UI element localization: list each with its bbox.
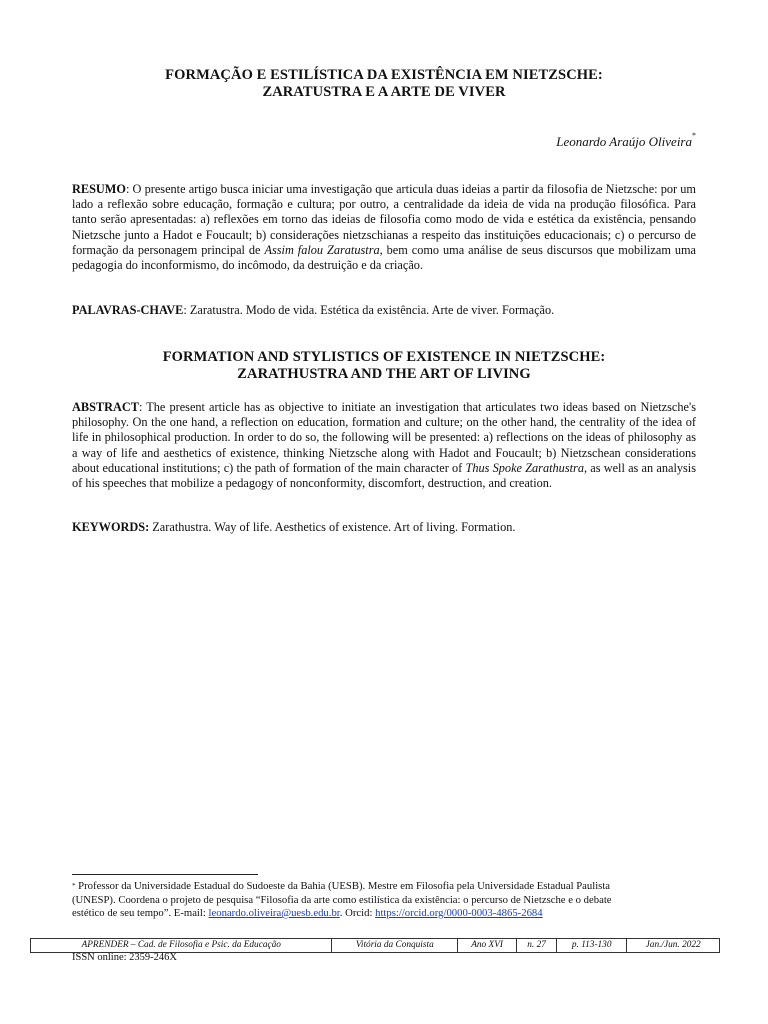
footer-date: Jan./Jun. 2022 xyxy=(627,939,720,953)
footer-number: n. 27 xyxy=(517,939,557,953)
title-pt-line2: ZARATUSTRA E A ARTE DE VIVER xyxy=(262,84,506,100)
footnote-text: Professor da Universidade Estadual do Sudoeste da Bahia (UESB). Mestre em Filosofia pela Universidade Estadual Paulista (UNESP). Coordena o projeto de pesquisa “Filosofia da arte como estilística da existência: o percurso de Nietzsche e o debate estético de seu tempo”. E-mail: xyxy=(72,880,612,919)
footnote-divider xyxy=(72,874,258,875)
abstract-book-title: Thus Spoke Zarathustra xyxy=(465,460,584,475)
footer-year: Ano XVI xyxy=(458,939,517,953)
abstract-paragraph xyxy=(72,400,696,491)
keywords-paragraph xyxy=(72,520,696,535)
abstract-text-1: : The present article has as objective to initiate an investigation that articulates two ideas based on Nietzsche's philosophy. On the one hand, a reflection on education, formation and culture; on the other hand, the centrality of the idea of life in philosophical production. In order to do so, the following will be presented: a) reflections on the ideas of philosophy as a way of life and aesthetics of existence, thinking Nietzsche along with Hadot and Foucault; b) Nietzschean considerations about educational institutions; c) the path of formation of the main character of xyxy=(72,400,696,475)
author-footnote-mark: * xyxy=(692,131,696,140)
resumo-text-2: , bem como uma análise de seus discursos que mobilizam uma pedagogia do inconformismo, do incômodo, da destruição e da criação. xyxy=(72,242,696,273)
palavras-chave-label: PALAVRAS-CHAVE xyxy=(72,303,184,317)
title-en-line1: FORMATION AND STYLISTICS OF EXISTENCE IN NIETZSCHE: xyxy=(162,349,606,365)
keywords-text: Zarathustra. Way of life. Aesthetics of existence. Art of living. Formation. xyxy=(149,520,516,534)
resumo-text-1: : O presente artigo busca iniciar uma investigação que articula duas ideias a partir da filosofia de Nietzsche: por um lado a reflexão sobre educação, formação e cultura; por outro, a centralidade da ideia de vida na produção filosófica. Para tanto serão apresentadas: a) reflexões em torno das ideias de filosofia como modo de vida e estética da existência, pensando Nietzsche junto a Hadot e Foucault; b) considerações nietzschianas a respeito das instituições educacionais; c) o percurso de formação da personagem principal de xyxy=(72,182,696,257)
abstract-text-2: , as well as an analysis of his speeches that mobilize a pedagogy of nonconformity, discomfort, destruction, and creation. xyxy=(72,460,696,491)
palavras-chave-text: : Zaratustra. Modo de vida. Estética da existência. Arte de viver. Formação. xyxy=(183,303,555,317)
footnote-orcid-label: . Orcid: xyxy=(339,907,376,919)
footer-pages: p. 113-130 xyxy=(557,939,627,953)
resumo-label: RESUMO xyxy=(72,182,126,196)
footnote-mark: * xyxy=(72,882,76,890)
keywords-label: KEYWORDS: xyxy=(72,520,150,534)
title-en-line2: ZARATHUSTRA AND THE ART OF LIVING xyxy=(237,366,531,382)
footnote-email-link[interactable]: leonardo.oliveira@uesb.edu.br xyxy=(208,907,340,919)
abstract-label: ABSTRACT xyxy=(72,400,139,414)
author-text: Leonardo Araújo Oliveira xyxy=(556,134,692,149)
title-pt-line1: FORMAÇÃO E ESTILÍSTICA DA EXISTÊNCIA EM NIETZSCHE: xyxy=(165,67,603,83)
footnote-orcid-link[interactable]: https://orcid.org/0000-0003-4865-2684 xyxy=(375,907,543,919)
title-portuguese xyxy=(72,67,696,101)
title-english xyxy=(72,349,696,383)
resumo-book-title: Assim falou Zaratustra xyxy=(264,242,380,257)
journal-footer-table xyxy=(30,938,720,953)
footnote xyxy=(72,880,640,921)
journal-footer-row xyxy=(31,939,720,953)
resumo-paragraph xyxy=(72,182,696,273)
author-name xyxy=(556,131,696,150)
footer-journal: APRENDER – Cad. de Filosofia e Psic. da Educação xyxy=(31,939,332,953)
palavras-chave-paragraph xyxy=(72,303,696,318)
footer-city: Vitória da Conquista xyxy=(332,939,458,953)
issn-line: ISSN online: 2359-246X xyxy=(72,952,177,963)
